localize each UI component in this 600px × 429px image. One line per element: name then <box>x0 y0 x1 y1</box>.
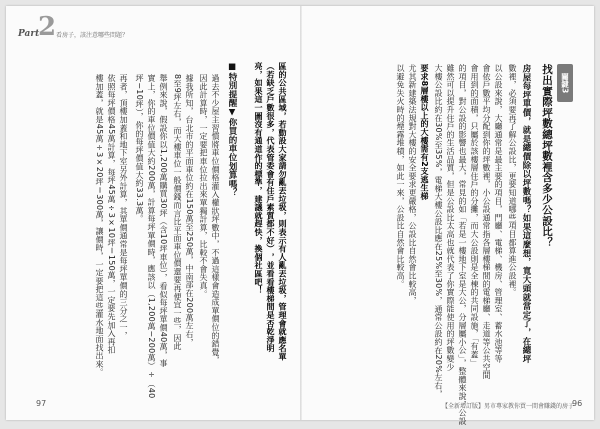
right-body-column-7: 大樓公設比約在30%至35%，電梯大樓公設比應在25%至30%，通常公設約在20%左右， <box>434 64 443 399</box>
key-point-badge: 關鍵3 <box>557 64 573 102</box>
left-page-number: 97 <box>36 399 47 408</box>
left-body-column-3: 據我所知，台北市的平面車位約在150萬至250萬，中南部在200萬左右， <box>185 74 194 347</box>
right-body-column-8: 要求8層樓以上的大樓需有2支逃生梯 <box>420 64 429 201</box>
left-body-column-1: 過去不少屋主習慣將車位價格灌入權狀坪數中，不過這樣會造成單價位的錯覺， <box>211 74 220 365</box>
right-body-column-9: 尤其新建築法規對大樓的安全要求更嚴格，公設比自然會比較高， <box>408 64 417 305</box>
left-body-column-6: 實上，你的車位價值大約200萬，計算每坪單價時，應該以（1,200萬−200萬）÷（40 <box>147 74 156 399</box>
part-label: Part <box>18 29 40 39</box>
left-body-column-7: 坪−10坪），你的每坪價值大約33.3萬。 <box>135 74 144 223</box>
left-body-column-4: 8至9坪左右，而大樓車位一般價錢而言比平面車位價還要再便宜一些，因此 <box>173 74 182 351</box>
left-top-column-3: 亮，如果這一圖沒有通道作的標準，建議就趕快，換個社區吧！ <box>254 62 263 295</box>
running-footer: 【全新增訂版】男市專家教你買一間會賺錢的房子 <box>442 403 575 410</box>
right-body-column-1: 數裡，必須要再了解公設比，更要知道哪些項目都算進公設裡。 <box>508 64 517 297</box>
right-body-column-2: 以公設來說，大廳通常是最主要的項目，門廳、電梯、機房、管理室、蓄水池等等 <box>494 64 503 363</box>
right-page-number: 96 <box>572 399 583 408</box>
part-subtitle: 看房子，該注意哪些問題？ <box>56 32 129 39</box>
left-body-column-5: 舉例來說，假設你以1,200萬購買30坪（含10坪車位），看似每坪單價40萬，事 <box>159 74 168 368</box>
right-body-column-3: 會依戶數平均分配到你的坪數裡，小公設通常指各層樓梯間的電梯廳、走道等公共空間 <box>482 64 491 380</box>
left-page <box>6 6 300 420</box>
right-page <box>302 6 594 426</box>
left-body-column-10: 樓加蓋，就是45萬÷3×20坪＝300萬，讓價時，一定要把這些灌水地面找出來。 <box>95 74 104 377</box>
left-body-column-9: 依照每坪價格45萬計算，每坪45萬÷3×10坪＝150萬，一定要先加入再扣 <box>107 74 116 354</box>
left-top-column-1: 區的公共區域，若動設大家請勿亂丟垃圾，則表示有人亂丟垃圾，管理會就應名單 <box>278 62 287 361</box>
right-body-column-6: 雖然可以提升住戶的生活品質，但是公設比太高也就代表了你實際能使用的坪數變少 <box>446 64 455 372</box>
left-top-column-2: （若缺乏戶數很多，代表管委會有住戶素質都不好），並看看樓梯間是否乾淨明 <box>266 62 275 353</box>
section-heading: 找出實際坪數總坪數裡含多少公設比？ <box>541 64 553 248</box>
left-body-column-8: 再者，頂樓加蓋和地下室另外計算，其單價通常是每坪單價的三分之一， <box>119 74 128 340</box>
left-body-column-2: 因此計算時，一定要把車位拉出來單獨計算，比較不會失真。 <box>199 74 208 299</box>
book-spread <box>6 6 594 426</box>
section-subheading: 房屋每坪單價，就是總價除以坪數嗎？如果這麼想，寬大頭就當定了，在總坪 <box>521 64 531 364</box>
right-body-column-5: 的項目，對公設的影響也最大，常見的如「若是一樓地下室是大公，分層屬小公」，整體來說，公設 <box>458 64 467 426</box>
right-body-column-10: 以避免失火時的煙霧堆積，如此一來，公設比自然會比較高。 <box>396 64 405 289</box>
right-body-column-4: 會用到的面積，只屬於該樓層住戶的分攤，而大公設則是全棟的共同設施，「有蓋」 <box>470 64 479 368</box>
part-number: 2 <box>38 12 57 42</box>
note-heading: ■特別提醒▼你買的車位划算嗎？ <box>227 62 237 197</box>
